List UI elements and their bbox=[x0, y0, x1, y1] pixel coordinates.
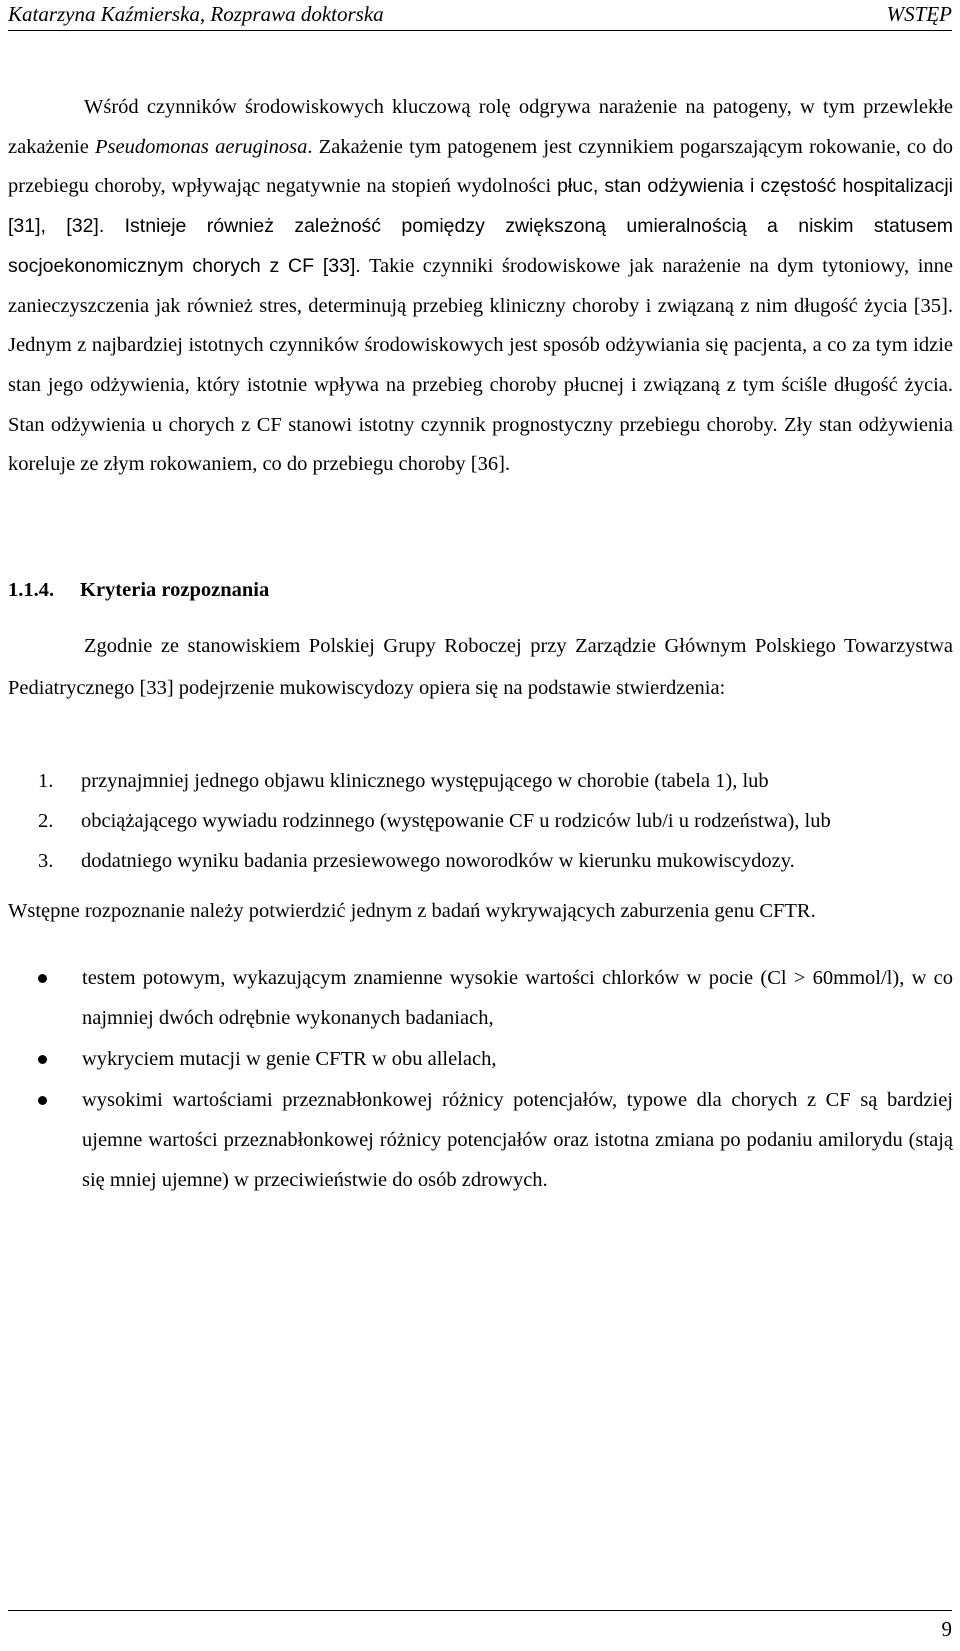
list-item-text: przynajmniej jednego objawu klinicznego występującego w chorobie (tabela 1), lub bbox=[81, 770, 769, 792]
page-header bbox=[8, 0, 952, 31]
list-item-number: 2. bbox=[38, 810, 54, 832]
header-author-title: Katarzyna Kaźmierska, Rozprawa doktorska bbox=[8, 2, 384, 26]
text-run: Wśród czynników środowiskowych kluczową rolę odgrywa narażenie na patogeny, w tym przewlekłe zakażenie bbox=[8, 96, 953, 158]
section-title: Kryteria rozpoznania bbox=[80, 579, 270, 601]
bullet-item bbox=[8, 958, 953, 1038]
list-item bbox=[8, 766, 953, 806]
bullet-icon bbox=[38, 974, 47, 983]
text-run: Takie czynniki środowiskowe jak narażenie na dym tytoniowy, inne zanieczyszczenia jak również stres, determinują przebieg kliniczny choroby i związaną z nim długość życia [35]. Jednym z najbardziej istotnych czynników środowiskowych jest sposób odżywiania się pacjenta, a co za tym idzie stan jego odżywienia, który istotnie wpływa na przebieg choroby płucnej i związaną z tym ściśle długość życia. Stan odżywienia u chorych z CF stanowi istotny czynnik prognostyczny przebiegu choroby. Zły stan odżywienia koreluje ze złym rokowaniem, co do przebiegu choroby [36]. bbox=[8, 254, 954, 476]
header-chapter: WSTĘP bbox=[886, 2, 952, 26]
bullet-item bbox=[8, 1039, 953, 1079]
italic-pathogen-name: Pseudomonas aeruginosa bbox=[95, 135, 308, 158]
section-heading bbox=[8, 575, 269, 605]
list-item-number: 1. bbox=[38, 770, 54, 792]
page-number: 9 bbox=[941, 1617, 952, 1641]
page-footer bbox=[8, 1610, 952, 1641]
text-run-sans: płuc, stan odżywienia i częstość hospitalizacji [31], [32]. Istnieje również zależność pomiędzy zwiększoną umieralnością a niskim statusem socjoekonomicznym chorych z CF [33]. bbox=[8, 175, 953, 277]
section-number: 1.1.4. bbox=[8, 579, 55, 601]
list-item-number: 3. bbox=[38, 850, 54, 872]
bullet-list bbox=[8, 958, 953, 1201]
bullet-text: wysokimi wartościami przeznabłonkowej różnicy potencjałów, typowe dla chorych z CF są bardziej ujemne wartości przeznabłonkowej różnicy potencjałów oraz istotna zmiana po podaniu amilorydu (stają się mniej ujemne) w przeciwieństwie do osób zdrowych. bbox=[82, 1089, 953, 1191]
list-item bbox=[8, 806, 953, 846]
bullet-text: wykryciem mutacji w genie CFTR w obu allelach, bbox=[82, 1048, 497, 1070]
bullet-item bbox=[8, 1080, 953, 1200]
bullet-icon bbox=[38, 1096, 47, 1105]
paragraph-diagnosis-intro: Zgodnie ze stanowiskiem Polskiej Grupy Roboczej przy Zarządzie Głównym Polskiego Towarzystwa Pediatrycznego [33] podejrzenie mukowiscydozy opiera się na podstawie stwierdzenia: bbox=[8, 635, 953, 699]
list-item-text: dodatniego wyniku badania przesiewowego noworodków w kierunku mukowiscydozy. bbox=[81, 850, 795, 872]
bullet-icon bbox=[38, 1055, 47, 1064]
paragraph-environmental-factors bbox=[8, 88, 953, 485]
text-run: . Zakażenie tym patogenem jest czynnikiem pogarszającym rokowanie, co do przebiegu choroby, wpływając negatywnie na stopień wydolności bbox=[8, 135, 953, 198]
bullet-text: testem potowym, wykazującym znamienne wysokie wartości chlorków w pocie (Cl > 60mmol/l), w co najmniej dwóch odrębnie wykonanych badaniach, bbox=[82, 967, 953, 1029]
list-item-text: obciążającego wywiadu rodzinnego (występowanie CF u rodziców lub/i u rodzeństwa), lub bbox=[81, 810, 831, 832]
body-paragraph-1 bbox=[8, 88, 953, 485]
list-item bbox=[8, 846, 953, 886]
numbered-list bbox=[8, 766, 953, 886]
body-paragraph-3: Wstępne rozpoznanie należy potwierdzić jednym z badań wykrywających zaburzenia genu CFTR. bbox=[8, 900, 816, 922]
body-paragraph-2 bbox=[8, 625, 953, 709]
